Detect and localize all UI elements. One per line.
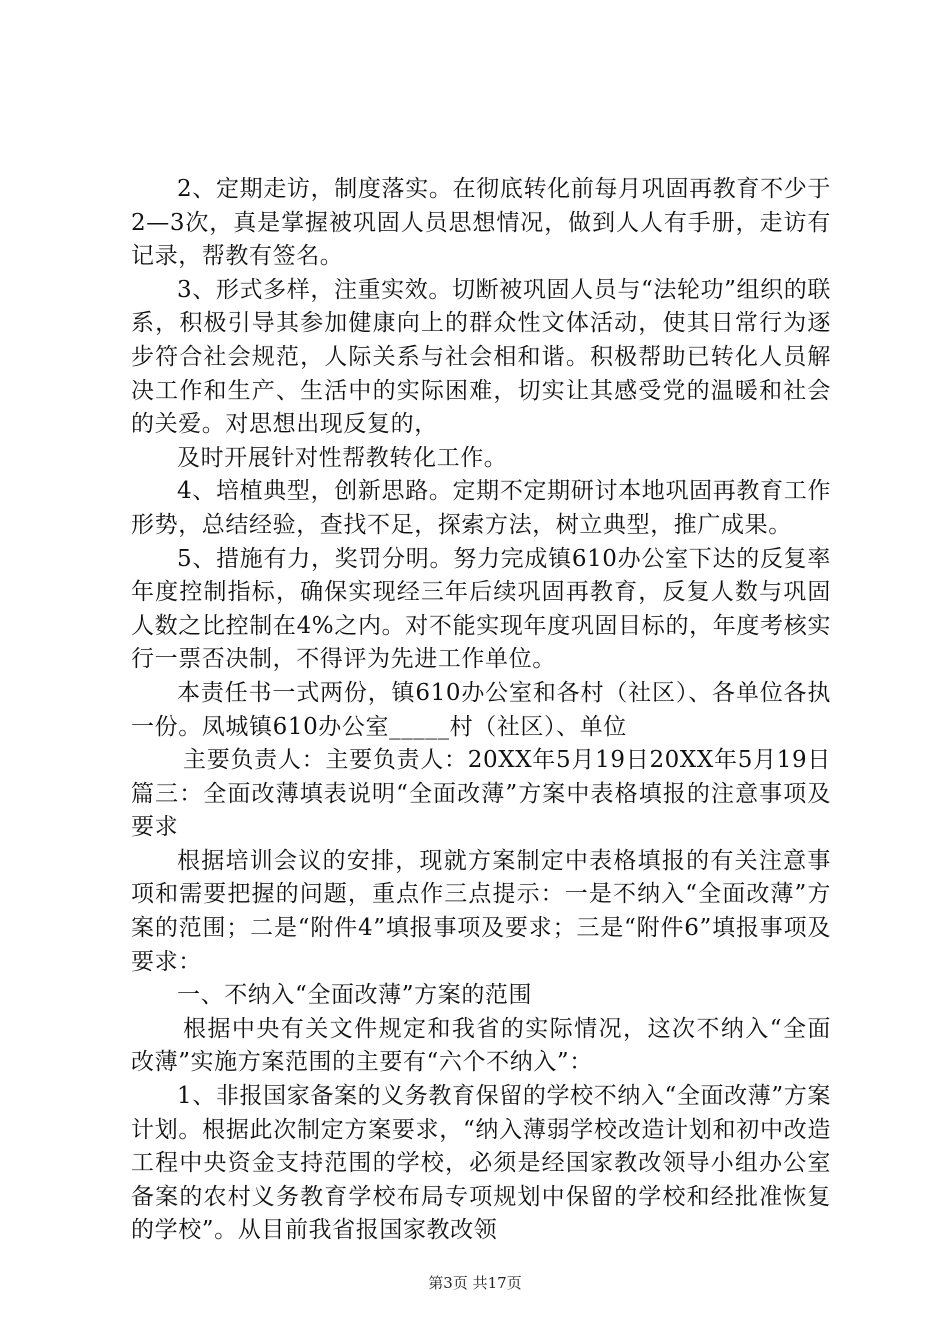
paragraph-item-4: 4、培植典型，创新思路。定期不定期研讨本地巩固再教育工作形势，总结经验，查找不足，探索方法，树立典型，推广成果。	[131, 478, 831, 538]
paragraph-copies-note: 本责任书一式两份，镇610办公室和各村（社区）、各单位各执一份。凤城镇610办公室_____村（社区）、单位	[131, 679, 831, 740]
paragraph-item-3: 3、形式多样，注重实效。切断被巩固人员与“法轮功”组织的联系，积极引导其参加健康向上的群众性文体活动，使其日常行为逐步符合社会规范，人际关系与社会相和谐。积极帮助已转化人员解决工作和生产、生活中的实际困难，切实让其感受党的温暖和社会的关爱。对思想出现反复的，	[131, 276, 831, 438]
paragraph-item-2: 2、定期走访，制度落实。在彻底转化前每月巩固再教育不少于2—3次，真是掌握被巩固人员思想情况，做到人人有手册，走访有记录，帮教有签名。	[131, 176, 831, 270]
paragraph-intro: 根据培训会议的安排，现就方案制定中表格填报的有关注意事项和需要把握的问题，重点作三点提示：一是不纳入“全面改薄”方案的范围；二是“附件4”填报事项及要求；三是“附件6”填报事项及要求：	[131, 847, 831, 975]
paragraph-exclusion-1: 1、非报国家备案的义务教育保留的学校不纳入“全面改薄”方案计划。根据此次制定方案要求，“纳入薄弱学校改造计划和初中改造工程中央资金支持范围的学校，必须是经国家教改领导小组办公室备案的农村义务教育学校布局专项规划中保留的学校和经批准恢复的学校”。从目前我省报国家教改领	[131, 1083, 831, 1244]
paragraph-continuation: 及时开展针对性帮教转化工作。	[177, 444, 508, 471]
paragraph-signatories: 主要负责人：主要负责人：20XX年5月19日20XX年5月19日篇三：全面改薄填表说明“全面改薄”方案中表格填报的注意事项及要求	[131, 747, 831, 841]
page-footer	[0, 1273, 950, 1293]
paragraph-item-5: 5、措施有力，奖罚分明。努力完成镇610办公室下达的反复率年度控制指标，确保实现经三年后续巩固再教育，反复人数与巩固人数之比控制在4%之内。对不能实现年度巩固目标的，年度考核实行一票否决制，不得评为先进工作单位。	[131, 545, 831, 673]
paragraph-six-exclusions: 根据中央有关文件规定和我省的实际情况，这次不纳入“全面改薄”实施方案范围的主要有“六个不纳入”：	[131, 1015, 831, 1076]
page-number: 第3页 共17页	[428, 1274, 522, 1292]
document-body	[131, 173, 831, 1248]
section-heading: 一、不纳入“全面改薄”方案的范围	[177, 982, 533, 1009]
